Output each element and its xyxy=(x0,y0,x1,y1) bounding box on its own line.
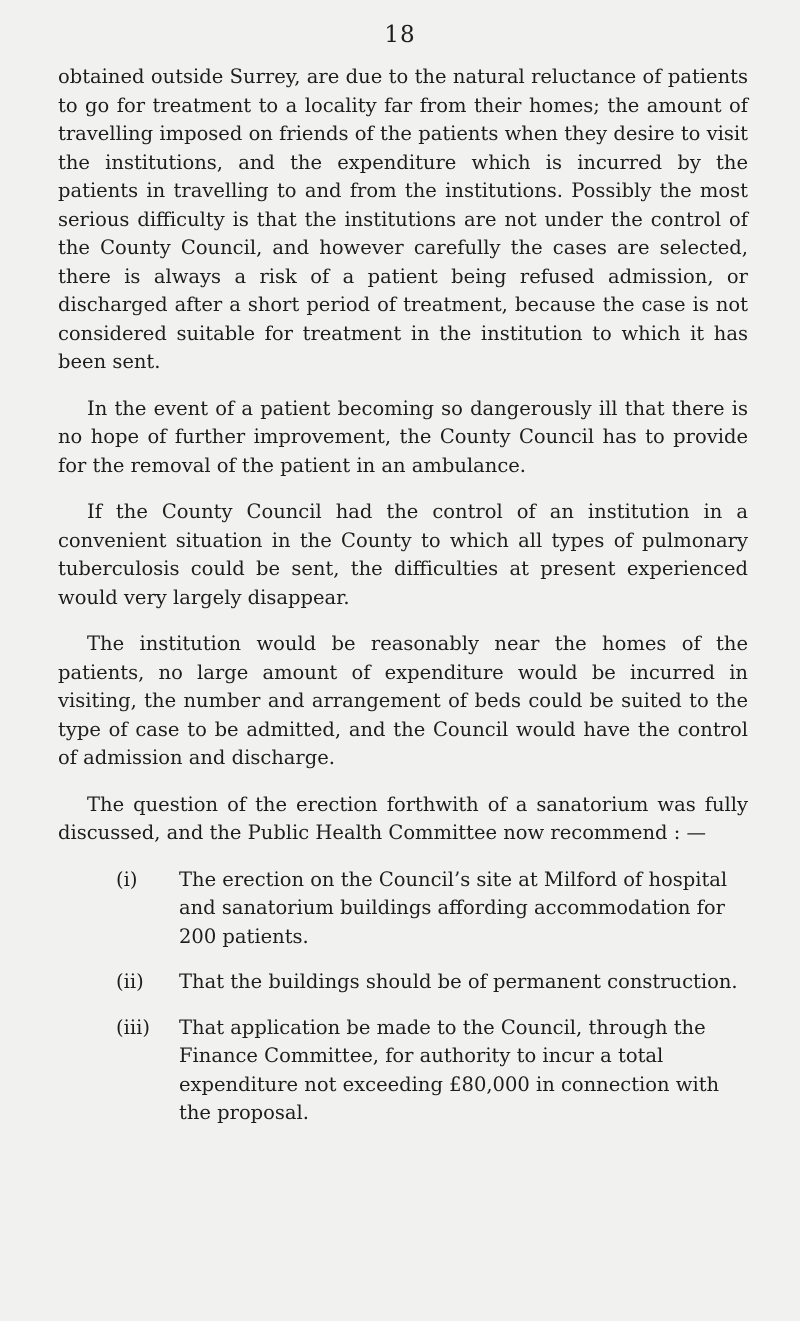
paragraph: In the event of a patient becoming so dangerously ill that there is no hope of further improvement, the County Council has to provide for the removal of the patient in an ambulance. xyxy=(58,396,748,477)
paragraph: The institution would be reasonably near the homes of the patients, no large amount of expenditure would be incurred in visiting, the number and arrangement of beds could be suited to the type of case to be admitted, and the Council would have the control of admission and discharge. xyxy=(58,632,748,769)
document-body xyxy=(58,63,748,1145)
recommendation-item xyxy=(116,968,748,997)
recommendation-item xyxy=(116,1014,748,1128)
paragraph: If the County Council had the control of an institution in a convenient situation in the County to which all types of pulmonary tuberculosis could be sent, the difficulties at present experienced would very largely disappear. xyxy=(58,500,748,609)
paragraph: The question of the erection forthwith of a sanatorium was fully discussed, and the Public Health Committee now recommend : — xyxy=(58,792,748,844)
recommendation-text: The erection on the Council’s site at Milford of hospital and sanatorium buildings affording accommodation for 200 patients. xyxy=(179,867,728,948)
list-marker: (ii) xyxy=(116,970,144,993)
recommendation-text: That application be made to the Council, through the Finance Committee, for authority to incur a total expenditure not exceeding £80,000 in connection with the proposal. xyxy=(179,1015,720,1124)
recommendation-item xyxy=(116,866,748,952)
paragraph: obtained outside Surrey, are due to the natural reluctance of patients to go for treatment to a locality far from their homes; the amount of travelling imposed on friends of the patients when they desire to visit the institutions, and the expenditure which is incurred by the patients in travelling to and from the institutions. Possibly the most serious difficulty is that the institutions are not under the control of the County Council, and however carefully the cases are selected, there is always a risk of a patient being refused admission, or discharged after a short period of treatment, because the case is not considered suitable for treatment in the institution to which it has been sent. xyxy=(58,65,748,373)
list-marker: (iii) xyxy=(116,1015,150,1039)
list-marker: (i) xyxy=(116,867,138,891)
recommendation-text: That the buildings should be of permanent construction. xyxy=(179,970,738,993)
page-number: 18 xyxy=(384,22,416,48)
recommendation-list xyxy=(116,866,748,1128)
